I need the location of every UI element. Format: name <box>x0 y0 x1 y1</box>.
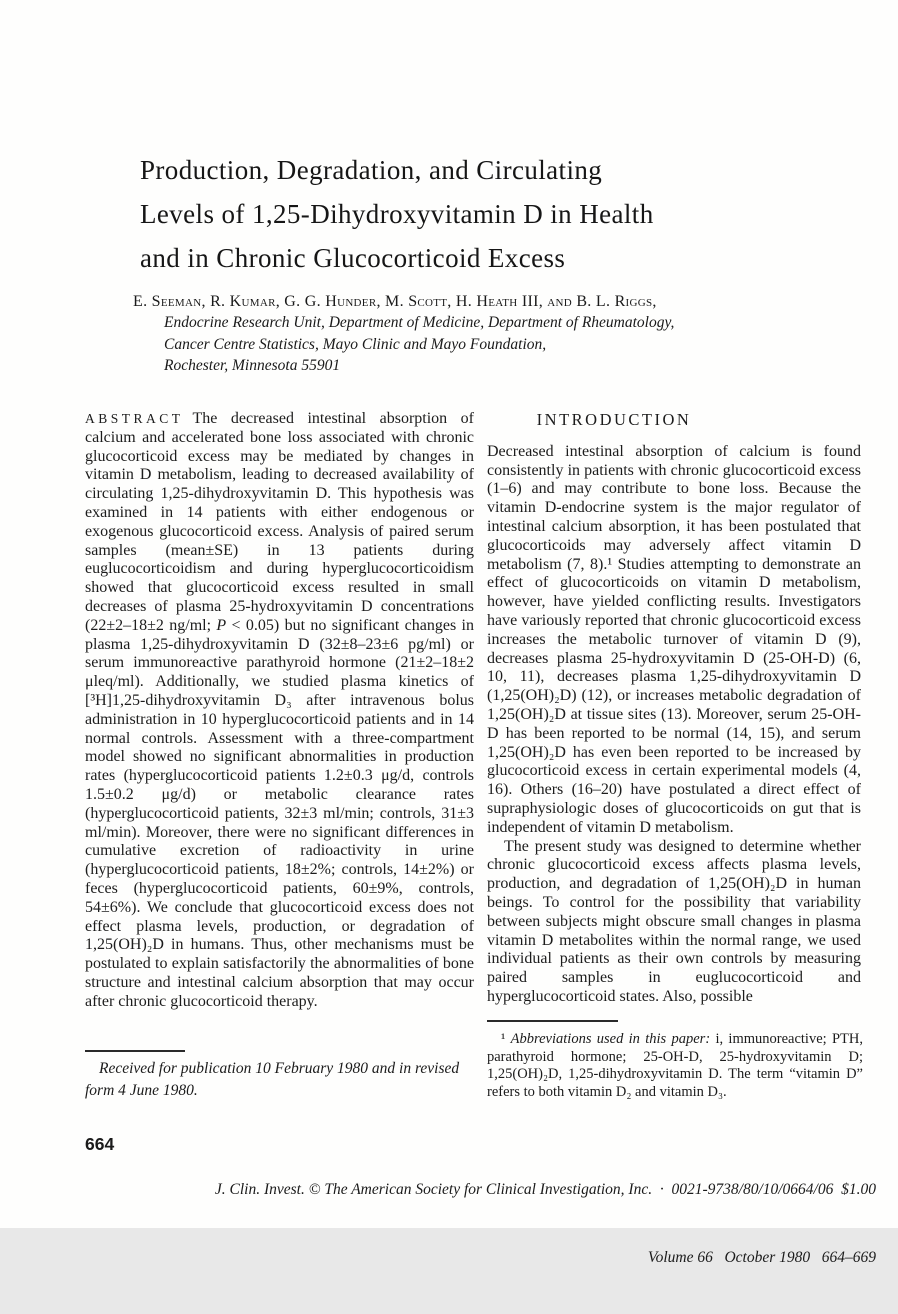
received-note-rule <box>85 1050 185 1052</box>
affiliation-line-1: Endocrine Research Unit, Department of Medicine, Department of Rheumatology, <box>164 314 675 331</box>
abstract-body: The decreased intestinal absorption of calcium and accelerated bone loss associated with chronic glucocorticoid excess may be mediated by changes in vitamin D metabolism, leading to decreased availability of circulating 1,25-dihydroxyvitamin D. This hypothesis was examined in 14 patients with either endogenous or exogenous glucocorticoid excess. Analysis of paired serum samples (mean±SE) in 13 patients during euglucocorticoidism and during hyperglucocorticoidism showed that glucocorticoid excess resulted in small decreases of plasma 25-hydroxyvitamin D concentrations (22±2–18±2 ng/ml; P < 0.05) but no significant changes in plasma 1,25-dihydroxyvitamin D (32±8–23±6 pg/ml) or serum immunoreactive parathyroid hormone (21±2–18±2 μleq/ml). Additionally, we studied plasma kinetics of [³H]1,25-dihydroxyvitamin D₃ after intravenous bolus administration in 10 hyperglucocorticoid patients and in 14 normal controls. Assessment with a three-compartment model showed no significant abnormalities in production rates (hyperglucocorticoid patients 1.2±0.3 μg/d, controls 1.5±0.2 μg/d) or metabolic clearance rates (hyperglucocorticoid patients, 32±3 ml/min; controls, 31±3 ml/min). Moreover, there were no significant differences in cumulative excretion of radioactivity in urine (hyperglucocorticoid patients, 18±2%; controls, 14±2%) or feces (hyperglucocorticoid patients, 60±9%, controls, 54±6%). We conclude that glucocorticoid excess does not effect plasma levels, production, or degradation of 1,25(OH)₂D in humans. Thus, other mechanisms must be postulated to explain satisfactorily the abnormalities of bone structure and intestinal calcium absorption that may occur after chronic glucocorticoid therapy. <box>85 410 474 1010</box>
abstract-paragraph <box>85 410 474 1012</box>
volume-issue-line: Volume 66 October 1980 664–669 <box>647 1248 876 1266</box>
byline <box>133 291 793 377</box>
title-line-2: Levels of 1,25-Dihydroxyvitamin D in Health <box>140 199 654 229</box>
intro-paragraph-1: Decreased intestinal absorption of calcium is found consistently in patients with chronic glucocorticoid excess (1–6) and may contribute to bone loss. Because the vitamin D-endocrine system is the major regulator of intestinal calcium absorption, it has been postulated that glucocorticoids may adversely affect vitamin D metabolism (7, 8).¹ Studies attempting to demonstrate an effect of glucocorticoids on vitamin D metabolism, however, have yielded conflicting results. Investigators have variously reported that chronic glucocorticoid excess increases the metabolic turnover of vitamin D (9), decreases plasma 25-hydroxyvitamin D (25-OH-D) (6, 10, 11), decreases plasma 1,25-dihydroxyvitamin D (1,25(OH)₂D) (12), or increases metabolic degradation of 1,25(OH)₂D at tissue sites (13). Moreover, serum 25-OH-D has been reported to be normal (14, 15), and serum 1,25(OH)₂D has even been reported to be increased by glucocorticoid excess in certain experimental models (4, 16). Others (16–20) have postulated a direct effect of supraphysiologic doses of glucocorticoids on gut that is independent of vitamin D metabolism. <box>487 442 861 836</box>
section-heading-introduction: INTRODUCTION <box>536 410 692 429</box>
affiliation-line-3: Rochester, Minnesota 55901 <box>164 357 341 374</box>
received-note: Received for publication 10 February 1980 and in revised form 4 June 1980. <box>85 1060 460 1099</box>
footer-credit <box>200 1134 876 1314</box>
footer-page-number: 664 <box>85 1134 115 1154</box>
title-line-3: and in Chronic Glucocorticoid Excess <box>140 243 566 273</box>
intro-paragraph-2: The present study was designed to determine whether chronic glucocorticoid excess affects plasma levels, production, and degradation of 1,25(OH)₂D in human beings. To control for the possibility that variability between subjects might obscure small changes in plasma vitamin D metabolites within the normal range, we used individual patients as their own controls by measuring paired samples in euglucocorticoid and hyperglucocorticoid states. Also, possible <box>487 837 861 1005</box>
page-title <box>140 148 780 280</box>
abstract-label: ABSTRACT <box>85 411 184 426</box>
title-line-1: Production, Degradation, and Circulating <box>140 155 603 185</box>
authors-line: E. Seeman, R. Kumar, G. G. Hunder, M. Scott, H. Heath III, and B. L. Riggs, <box>133 293 657 310</box>
footnote-abbreviations: ¹ Abbreviations used in this paper: i, immunoreactive; PTH, parathyroid hormone; 25-OH-D, 25-hydroxyvitamin D; 1,25(OH)₂D, 1,25-dihydroxyvitamin D. The term “vitamin D” refers to both vitamin D₂ and vitamin D₃. <box>487 1031 863 1100</box>
affiliation <box>164 312 793 377</box>
right-column <box>487 410 861 1007</box>
footnote-rule <box>487 1020 618 1022</box>
journal-credit-line: J. Clin. Invest. © The American Society for Clinical Investigation, Inc. · 0021-9738/80/10/0664/06 $1.00 <box>214 1181 876 1198</box>
left-column <box>85 410 474 1012</box>
affiliation-line-2: Cancer Centre Statistics, Mayo Clinic and Mayo Foundation, <box>164 335 547 353</box>
